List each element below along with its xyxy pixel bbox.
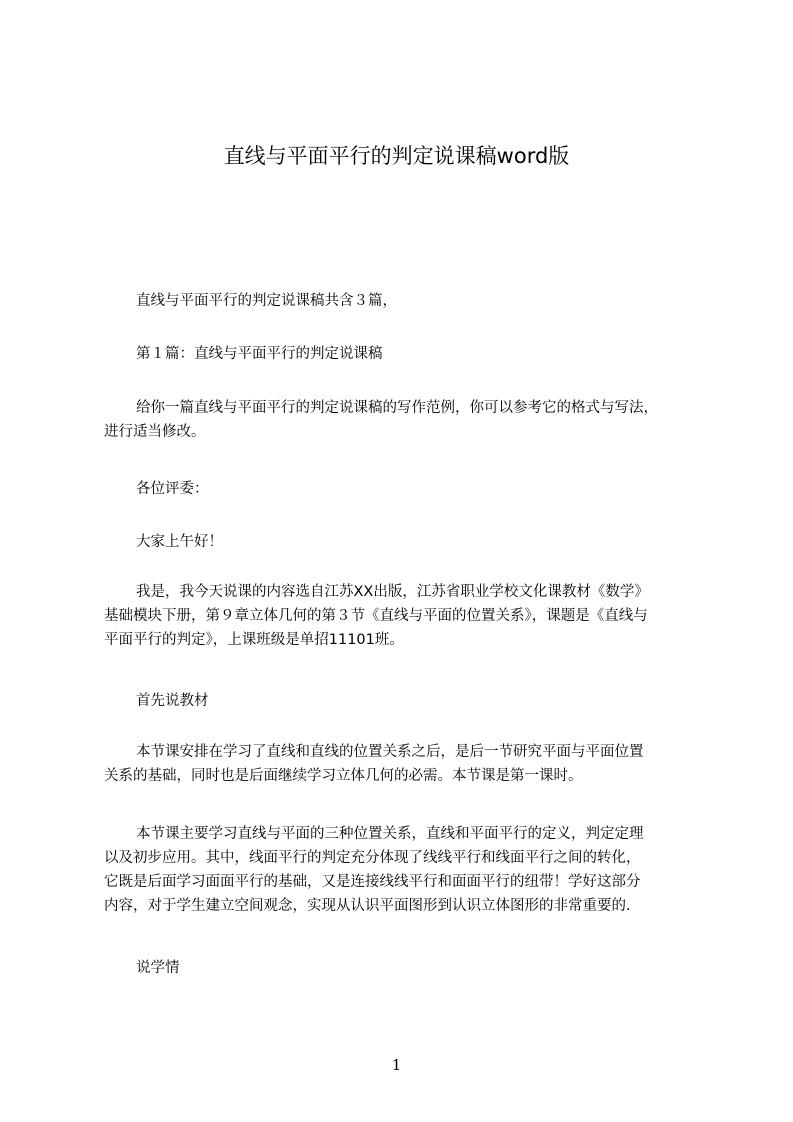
paragraph-line: 第１篇：直线与平面平行的判定说课稿 [136, 346, 383, 362]
paragraph-example-note [104, 396, 696, 444]
paragraph-section-heading [104, 689, 696, 713]
paragraph-textbook-position [104, 740, 696, 788]
document-title: 直线与平面平行的判定说课稿word版 [223, 144, 570, 168]
paragraph-line: 我是，我今天说课的内容选自江苏XX出版，江苏省职业学校文化课教材《数学》 [136, 584, 649, 600]
paragraph-intro [104, 289, 696, 313]
paragraph-line: 给你一篇直线与平面平行的判定说课稿的写作范例，你可以参考它的格式与写法， [136, 400, 658, 416]
paragraph-introduction [104, 580, 696, 652]
paragraph-line: 基础模块下册，第９章立体几何的第３节《直线与平面的位置关系》，课题是《直线与 [104, 608, 648, 624]
paragraph-greeting [104, 530, 696, 554]
paragraph-line: 进行适当修改。 [104, 424, 206, 440]
paragraph-line: 首先说教材 [136, 693, 209, 709]
paragraph-line: 本节课主要学习直线与平面的三种位置关系，直线和平面平行的定义，判定定理 [136, 826, 644, 842]
paragraph-line: 大家上午好！ [136, 534, 223, 550]
paragraph-line: 本节课安排在学习了直线和直线的位置关系之后，是后一节研究平面与平面位置 [136, 744, 644, 760]
paragraph-section-heading [104, 956, 696, 980]
paragraph-line: 平面平行的判定》，上课班级是单招11101班。 [104, 632, 404, 648]
paragraph-line: 说学情 [136, 960, 180, 976]
paragraph-line: 以及初步应用。其中，线面平行的判定充分体现了线线平行和线面平行之间的转化， [104, 850, 641, 866]
paragraph-line: 各位评委： [136, 481, 209, 497]
paragraph-content-overview [104, 822, 696, 918]
paragraph-line: 它既是后面学习面面平行的基础，又是连接线线平行和面面平行的纽带！学好这部分 [104, 874, 641, 890]
paragraph-line: 关系的基础，同时也是后面继续学习立体几何的必需。本节课是第一课时。 [104, 768, 583, 784]
paragraph-line: 直线与平面平行的判定说课稿共含３篇， [136, 293, 397, 309]
page-number: 1 [391, 1056, 402, 1074]
paragraph-line: 内容，对于学生建立空间观念，实现从认识平面图形到认识立体图形的非常重要的. [104, 898, 631, 914]
paragraph-salutation [104, 477, 696, 501]
paragraph-chapter-heading [104, 342, 696, 366]
